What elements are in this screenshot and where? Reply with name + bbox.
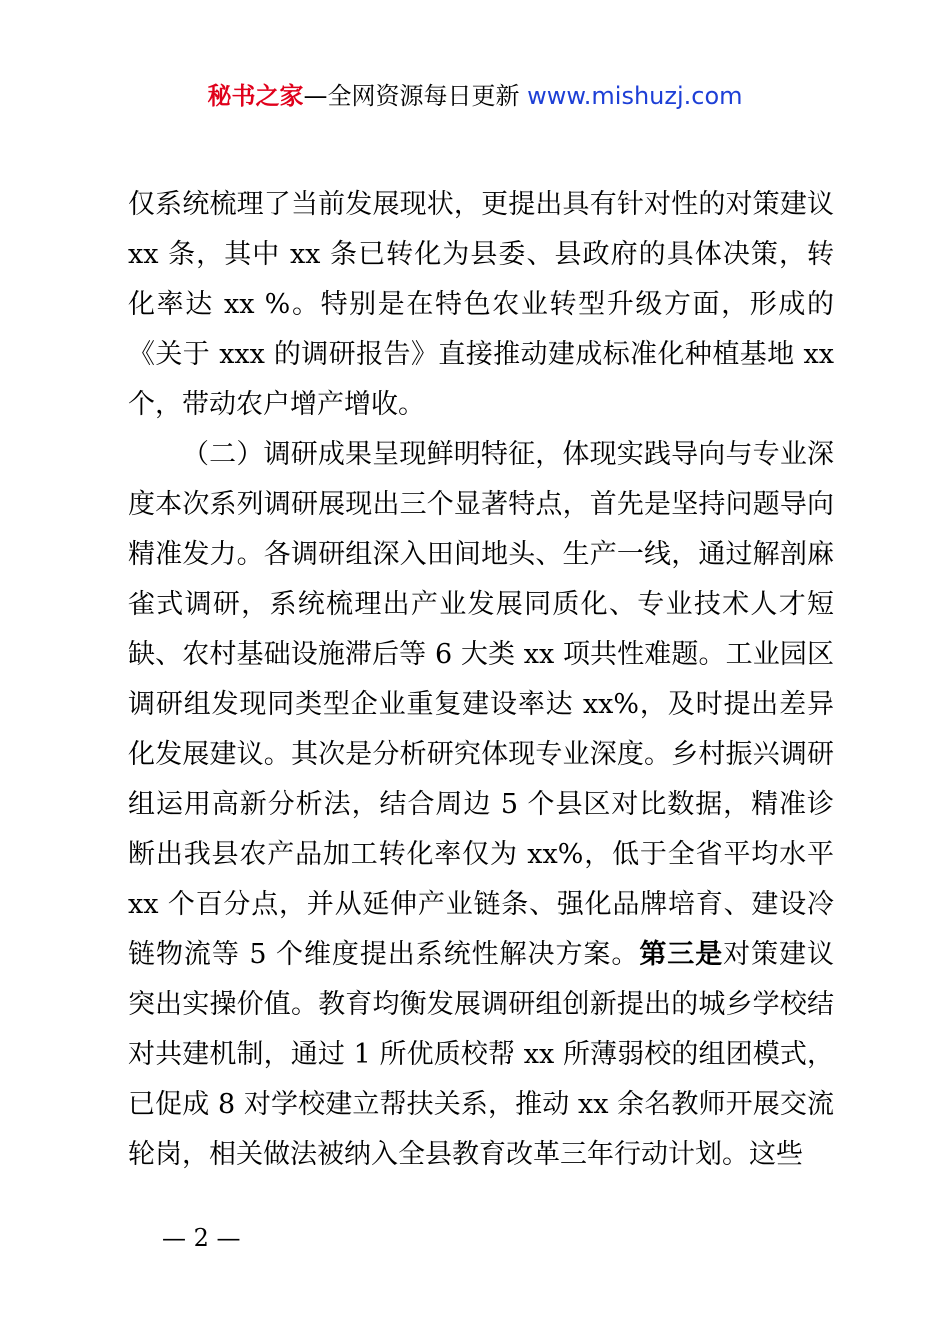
brand-name: 秘书之家 [207,82,304,110]
section-text-part-2: 对策建议突出实操价值。教育均衡发展调研组创新提出的城乡学校结对共建机制，通过 1 所优质校帮 xx 所薄弱校的组团模式，已促成 8 对学校建立帮扶关系，推动 xx 余名教师开展交流轮岗，相关做法被纳入全县教育改革三年行动计划。这些 [128,939,835,1170]
document-body [128,180,834,1180]
section-paragraph [128,430,834,1180]
site-watermark-header [0,78,950,114]
bold-lead-phrase: 第三是 [639,939,724,970]
section-text-part-1: 本次系列调研展现出三个显著特点，首先是坚持问题导向精准发力。各调研组深入田间地头、生产一线，通过解剖麻雀式调研，系统梳理出产业发展同质化、专业技术人才短缺、农村基础设施滞后等 6 大类 xx 项共性难题。工业园区调研组发现同类型企业重复建设率达 xx%，及时提出差异化发展建议。其次是分析研究体现专业深度。乡村振兴调研组运用高新分析法，结合周边 5 个县区对比数据，精准诊断出我县农产品加工转化率仅为 xx%，低于全省平均水平 xx 个百分点，并从延伸产业链条、强化品牌培育、建设冷链物流等 5 个维度提出系统性解决方案。 [128,489,835,970]
section-heading: （二）调研成果呈现鲜明特征，体现实践导向与专业深度 [128,439,834,520]
site-url: www.mishuzj.com [527,82,743,110]
paragraph-continuation: 仅系统梳理了当前发展现状，更提出具有针对性的对策建议 xx 条，其中 xx 条已转化为县委、县政府的具体决策，转化率达 xx %。特别是在特色农业转型升级方面，形成的《关于 xxx 的调研报告》直接推动建成标准化种植基地 xx 个，带动农户增产增收。 [128,189,834,420]
page-number: — 2 — [162,1224,241,1252]
tagline: —全网资源每日更新 [303,82,520,110]
